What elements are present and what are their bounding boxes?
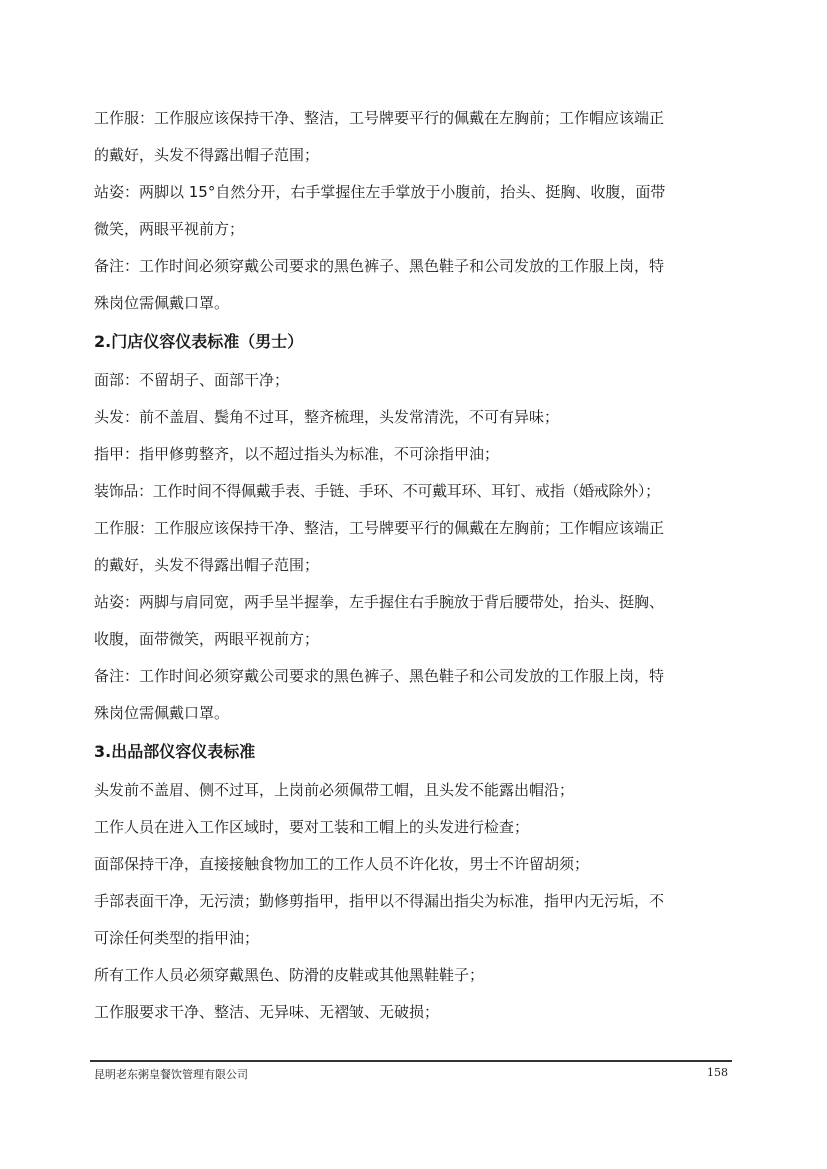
document-body <box>94 100 734 1031</box>
text-line: 所有工作人员必须穿戴黑色、防滑的皮鞋或其他黑鞋鞋子； <box>94 966 485 984</box>
text-line: 工作服要求干净、整洁、无异味、无褶皱、无破损； <box>94 1003 440 1021</box>
text-line: 面部保持干净，直接接触食物加工的工作人员不许化妆，男士不许留胡须； <box>94 855 590 873</box>
section-heading-3: 3.出品部仪容仪表标准 <box>94 742 256 761</box>
text-line: 的戴好，头发不得露出帽子范围； <box>94 556 320 574</box>
footer-company: 昆明老东粥皇餐饮管理有限公司 <box>94 1068 248 1081</box>
text-line: 的戴好，头发不得露出帽子范围； <box>94 146 320 164</box>
text-line: 备注：工作时间必须穿戴公司要求的黑色裤子、黑色鞋子和公司发放的工作服上岗，特 <box>94 667 665 685</box>
text-line: 工作人员在进入工作区域时，要对工装和工帽上的头发进行检查； <box>94 818 530 836</box>
text-line: 装饰品：工作时间不得佩戴手表、手链、手环、不可戴耳环、耳钉、戒指（婚戒除外）； <box>94 482 660 500</box>
text-line: 工作服：工作服应该保持干净、整洁，工号牌要平行的佩戴在左胸前；工作帽应该端正 <box>94 109 665 127</box>
text-line: 可涂任何类型的指甲油； <box>94 929 260 947</box>
section-heading-2: 2.门店仪容仪表标准（男士） <box>94 332 304 351</box>
text-line: 备注：工作时间必须穿戴公司要求的黑色裤子、黑色鞋子和公司发放的工作服上岗，特 <box>94 257 665 275</box>
text-line: 头发：前不盖眉、鬓角不过耳，整齐梳理，头发常清洗，不可有异味； <box>94 408 560 426</box>
text-line: 殊岗位需佩戴口罩。 <box>94 294 230 312</box>
text-line: 面部：不留胡子、面部干净； <box>94 371 290 389</box>
footer-divider <box>90 1060 732 1062</box>
text-line: 指甲：指甲修剪整齐，以不超过指头为标准，不可涂指甲油； <box>94 445 500 463</box>
text-line: 手部表面干净，无污渍；勤修剪指甲，指甲以不得漏出指尖为标准，指甲内无污垢，不 <box>94 892 665 910</box>
text-line: 站姿：两脚以 15°自然分开，右手掌握住左手掌放于小腹前，抬头、挺胸、收腹，面带 <box>94 183 666 201</box>
text-line: 工作服：工作服应该保持干净、整洁，工号牌要平行的佩戴在左胸前；工作帽应该端正 <box>94 519 665 537</box>
text-line: 头发前不盖眉、侧不过耳，上岗前必须佩带工帽，且头发不能露出帽沿； <box>94 781 575 799</box>
text-line: 收腹，面带微笑，两眼平视前方； <box>94 630 320 648</box>
page-number: 158 <box>707 1066 728 1079</box>
text-line: 殊岗位需佩戴口罩。 <box>94 704 230 722</box>
text-line: 站姿：两脚与肩同宽，两手呈半握拳，左手握住右手腕放于背后腰带处，抬头、挺胸、 <box>94 593 665 611</box>
text-line: 微笑，两眼平视前方； <box>94 220 245 238</box>
